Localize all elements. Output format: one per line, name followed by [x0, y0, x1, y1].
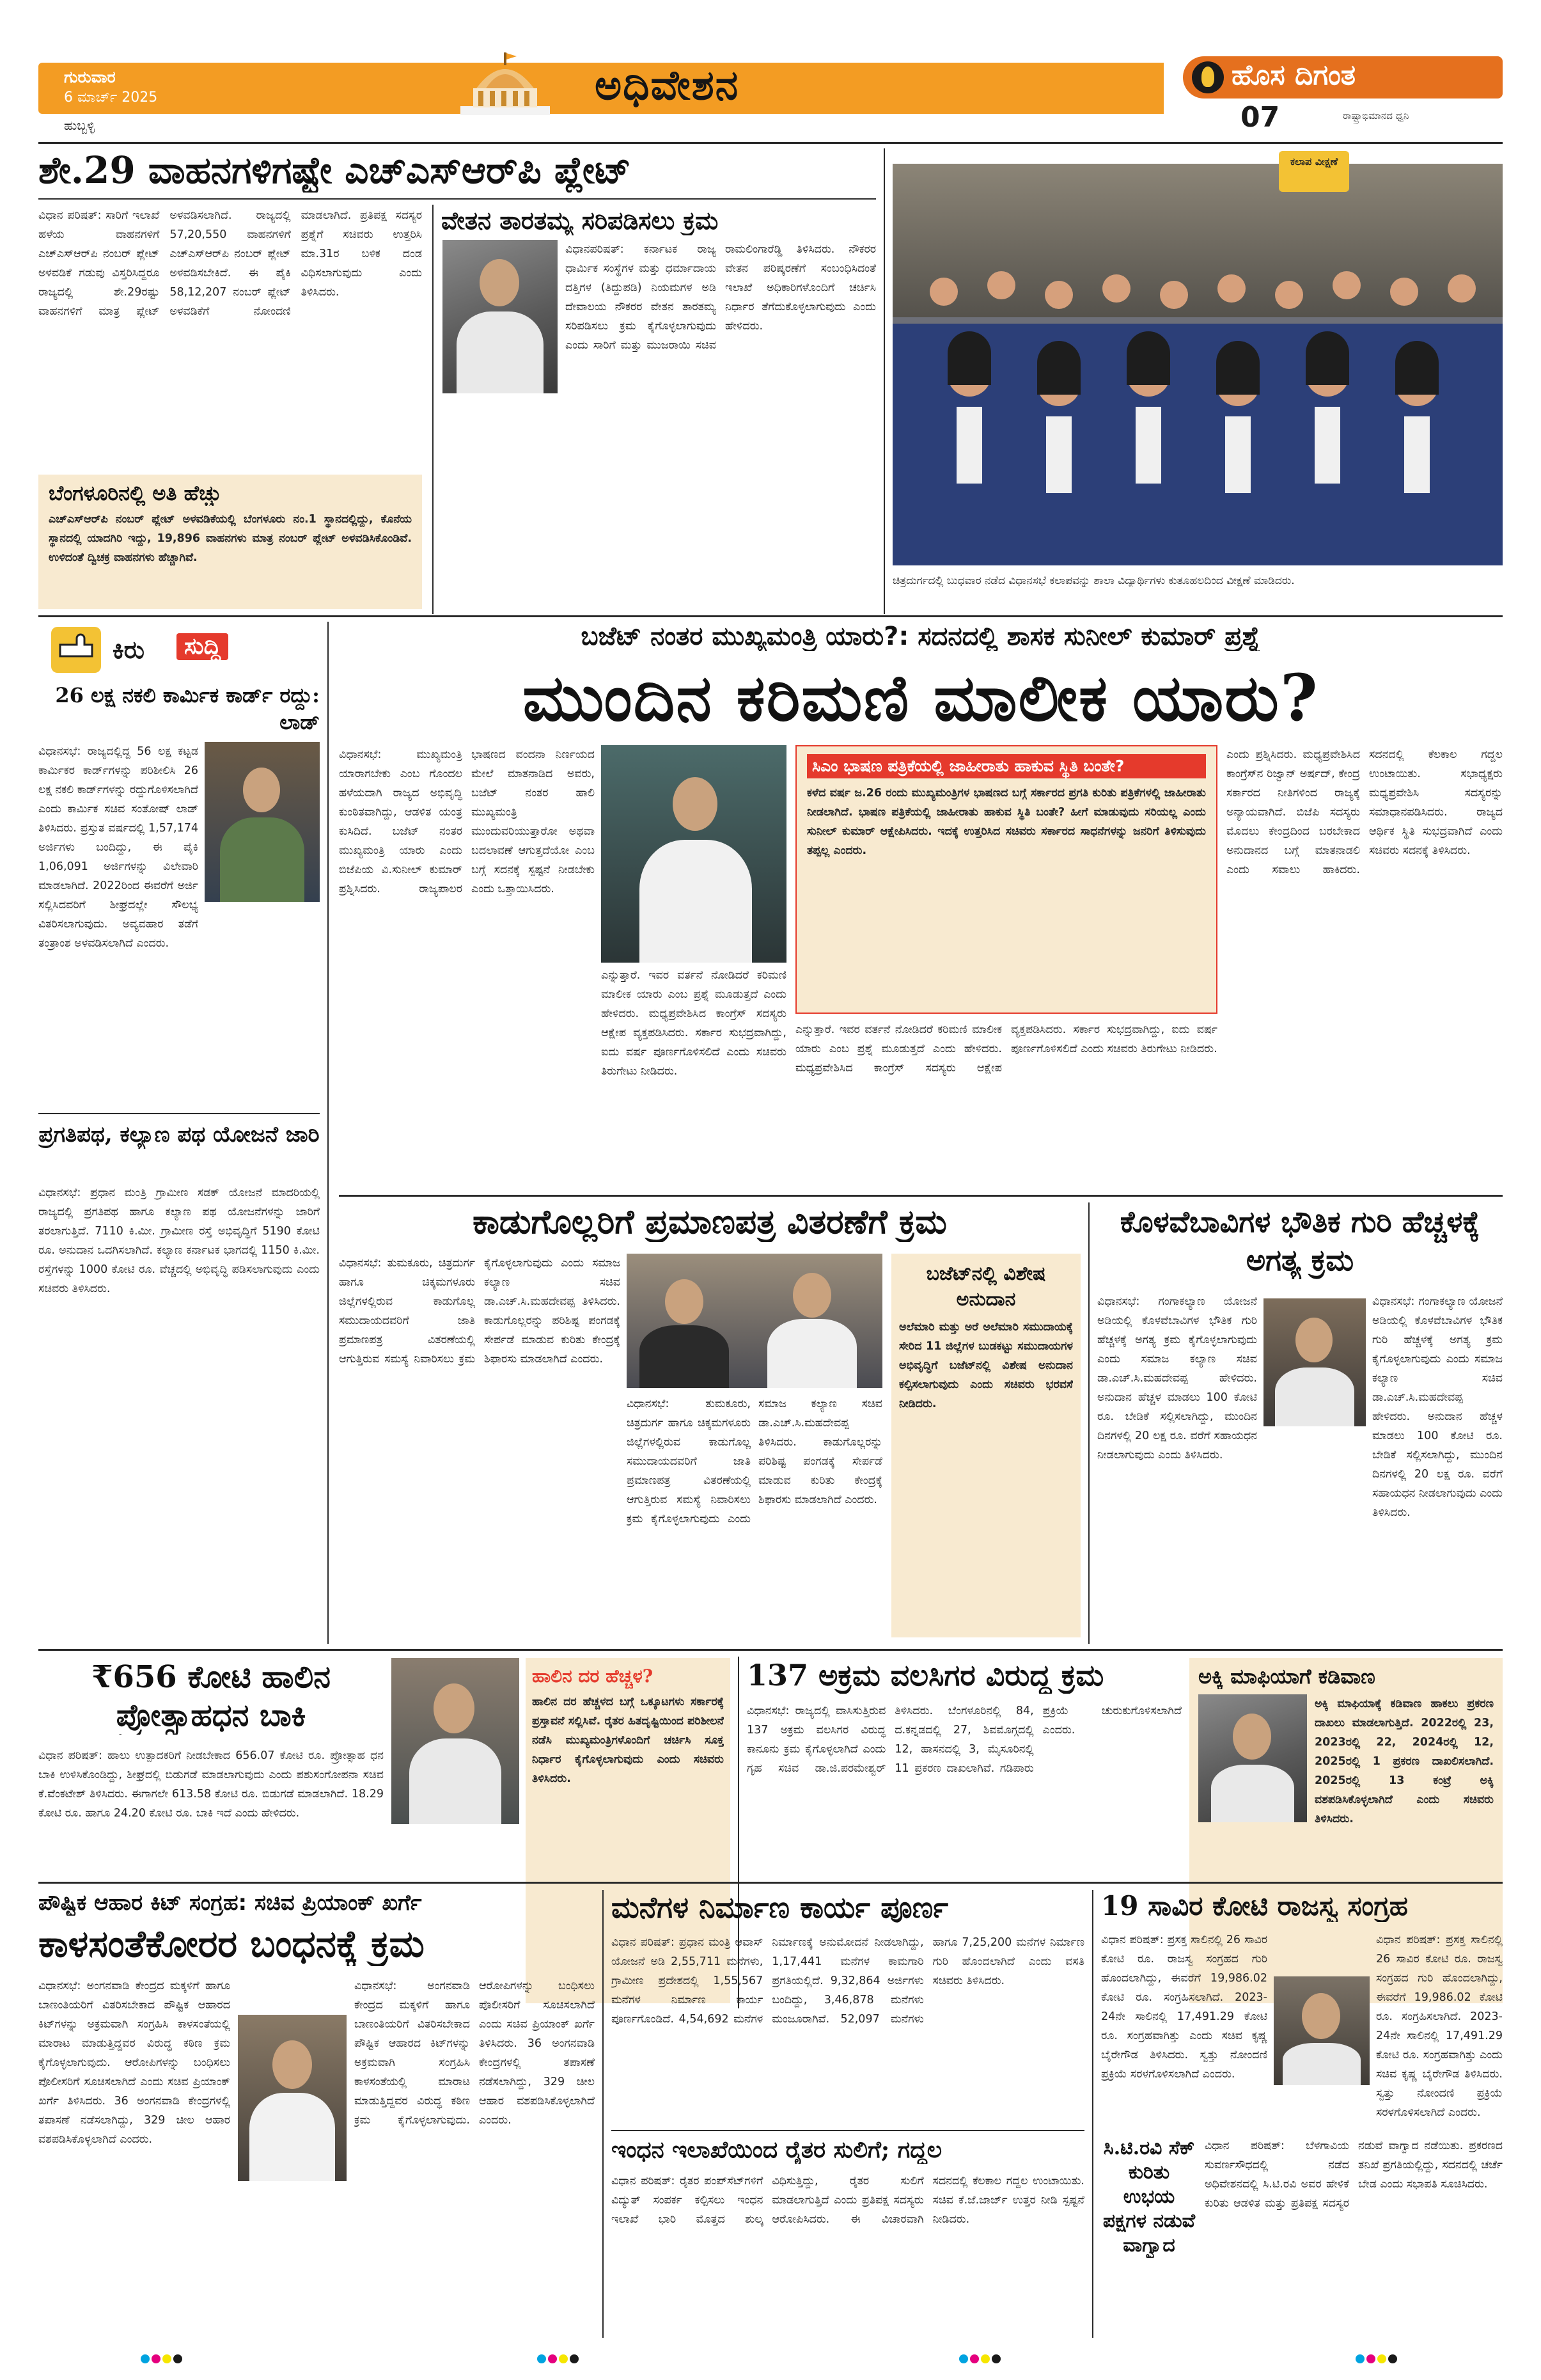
rice-box-title: ಅಕ್ಕಿ ಮಾಫಿಯಾಗೆ ಕಡಿವಾಣ — [1198, 1664, 1375, 1689]
mla-speaking-photo — [601, 745, 786, 963]
kole-body: ವಿಧಾನಸಭೆ: ಗಂಗಾಕಲ್ಯಾಣ ಯೋಜನೆ ಅಡಿಯಲ್ಲಿ ಕೊಳವೆಬಾವಿಗಳ ಭೌತಿಕ ಗುರಿ ಹೆಚ್ಚಳಕ್ಕೆ ಅಗತ್ಯ ಕ್ರಮ ಕೈಗೊಳ್ಳಲಾಗುವುದು ಎಂದು ಸಮಾಜ ಕಲ್ಯಾಣ ಸಚಿವ ಡಾ.ಎಚ್.ಸಿ.ಮಹದೇವಪ್ಪ ಹೇಳಿದರು. ಅನುದಾನ ಹೆಚ್ಚಳ ಮಾಡಲು 100 ಕೋಟಿ ರೂ. ಬೇಡಿಕೆ ಸಲ್ಲಿಸಲಾಗಿದ್ದು, ಮುಂದಿನ ದಿನಗಳಲ್ಲಿ 20 ಲಕ್ಷ ರೂ. ವರೆಗೆ ಸಹಾಯಧನ ನೀಡಲಾಗುವುದು ಎಂದು ತಿಳಿಸಿದರು. — [1097, 1295, 1257, 1462]
revenue-headline: 19 ಸಾವಿರ ಕೋಟಿ ರಾಜಸ್ವ ಸಂಗ್ರಹ — [1101, 1890, 1408, 1921]
header-city: ಹುಬ್ಬಳ್ಳಿ — [64, 118, 95, 133]
lead-sidebar-box — [795, 745, 1217, 1014]
paper-logo — [1183, 56, 1503, 139]
header-date: 6 ಮಾರ್ಚ್ 2025 — [64, 90, 158, 106]
divider — [38, 198, 876, 200]
photo-badge: ಕಲಾಪ ವೀಕ್ಷಣೆ — [1279, 151, 1349, 192]
migrants-headline: 137 ಅಕ್ರಮ ವಲಸಿಗರ ವಿರುದ್ಧ ಕ್ರಮ — [747, 1658, 1104, 1692]
revenue-minister-photo — [1274, 1976, 1370, 2085]
divider — [432, 205, 434, 614]
kole-minister-photo — [1263, 1298, 1366, 1426]
divider — [1088, 1202, 1090, 1644]
divider — [339, 1195, 1503, 1197]
labour-minister-photo — [205, 742, 320, 902]
milk-box-title: ಹಾಲಿನ ದರ ಹೆಚ್ಚಳ? — [532, 1666, 653, 1687]
revenue-body-2: ವಿಧಾನ ಪರಿಷತ್: ಪ್ರಸಕ್ತ ಸಾಲಿನಲ್ಲಿ 26 ಸಾವಿರ ಕೋಟಿ ರೂ. ರಾಜಸ್ವ ಸಂಗ್ರಹದ ಗುರಿ ಹೊಂದಲಾಗಿದ್ದು, ಈವರೆಗೆ 19,986.02 ಕೋಟಿ ರೂ. ಸಂಗ್ರಹಿಸಲಾಗಿದೆ. 2023-24ನೇ ಸಾಲಿನಲ್ಲಿ 17,491.29 ಕೋಟಿ ರೂ. ಸಂಗ್ರಹವಾಗಿತ್ತು ಎಂದು ಸಚಿವ ಕೃಷ್ಣ ಬೈರೇಗೌಡ ತಿಳಿಸಿದರು. ಸ್ವತ್ತು ನೋಂದಣಿ ಪ್ರಕ್ರಿಯೆ ಸರಳಗೊಳಿಸಲಾಗಿದೆ ಎಂದರು. — [1376, 1934, 1503, 2119]
divider — [884, 148, 885, 614]
kole-body-2: ವಿಧಾನಸಭೆ: ಗಂಗಾಕಲ್ಯಾಣ ಯೋಜನೆ ಅಡಿಯಲ್ಲಿ ಕೊಳವೆಬಾವಿಗಳ ಭೌತಿಕ ಗುರಿ ಹೆಚ್ಚಳಕ್ಕೆ ಅಗತ್ಯ ಕ್ರಮ ಕೈಗೊಳ್ಳಲಾಗುವುದು ಎಂದು ಸಮಾಜ ಕಲ್ಯಾಣ ಸಚಿವ ಡಾ.ಎಚ್.ಸಿ.ಮಹದೇವಪ್ಪ ಹೇಳಿದರು. ಅನುದಾನ ಹೆಚ್ಚಳ ಮಾಡಲು 100 ಕೋಟಿ ರೂ. ಬೇಡಿಕೆ ಸಲ್ಲಿಸಲಾಗಿದ್ದು, ಮುಂದಿನ ದಿನಗಳಲ್ಲಿ 20 ಲಕ್ಷ ರೂ. ವರೆಗೆ ಸಹಾಯಧನ ನೀಡಲಾಗುವುದು ಎಂದು ತಿಳಿಸಿದರು. — [1372, 1295, 1503, 1519]
kadu-body: ವಿಧಾನಸಭೆ: ತುಮಕೂರು, ಚಿತ್ರದುರ್ಗ ಹಾಗೂ ಚಿಕ್ಕಮಗಳೂರು ಜಿಲ್ಲೆಗಳಲ್ಲಿರುವ ಕಾಡುಗೊಲ್ಲ ಸಮುದಾಯದವರಿಗೆ ಜಾತಿ ಪ್ರಮಾಣಪತ್ರ ವಿತರಣೆಯಲ್ಲಿ ಆಗುತ್ತಿರುವ ಸಮಸ್ಯೆ ನಿವಾರಿಸಲು ಕ್ರಮ ಕೈಗೊಳ್ಳಲಾಗುವುದು ಎಂದು ಸಮಾಜ ಕಲ್ಯಾಣ ಸಚಿವ ಡಾ.ಎಚ್.ಸಿ.ಮಹದೇವಪ್ಪ ತಿಳಿಸಿದರು. ಕಾಡುಗೊಲ್ಲರನ್ನು ಪರಿಶಿಷ್ಟ ಪಂಗಡಕ್ಕೆ ಸೇರ್ಪಡೆ ಮಾಡುವ ಕುರಿತು ಕೇಂದ್ರಕ್ಕೆ ಶಿಫಾರಸು ಮಾಡಲಾಗಿದೆ ಎಂದರು. — [339, 1257, 620, 1366]
vidhana-soudha-icon — [448, 50, 563, 120]
masthead — [38, 56, 1503, 146]
header-rule — [38, 142, 1503, 144]
lead-body-b: ಎನ್ನುತ್ತಾರೆ. ಇವರ ವರ್ತನೆ ನೋಡಿದರೆ ಕರಿಮಣಿ ಮಾಲೀಕ ಯಾರು ಎಂಬ ಪ್ರಶ್ನೆ ಮೂಡುತ್ತದೆ ಎಂದು ಹೇಳಿದರು. ಮಧ್ಯಪ್ರವೇಶಿಸಿದ ಕಾಂಗ್ರೆಸ್ ಸದಸ್ಯರು ಆಕ್ಷೇಪ ವ್ಯಕ್ತಪಡಿಸಿದರು. ಸರ್ಕಾರ ಸುಭದ್ರವಾಗಿದ್ದು, ಐದು ವರ್ಷ ಪೂರ್ಣಗೊಳಿಸಲಿದೆ ಎಂದು ಸಚಿವರು ತಿರುಗೇಟು ನೀಡಿದರು. — [601, 969, 786, 1078]
divider — [38, 1649, 1503, 1651]
milk-minister-photo — [391, 1658, 519, 1824]
paper-name: ಹೊಸ ದಿಗಂತ — [1232, 59, 1356, 91]
kiru-news1-body: ವಿಧಾನಸಭೆ: ರಾಜ್ಯದಲ್ಲಿದ್ದ 56 ಲಕ್ಷ ಕಟ್ಟಡ ಕಾರ್ಮಿಕರ ಕಾರ್ಡ್‌ಗಳನ್ನು ಪರಿಶೀಲಿಸಿ 26 ಲಕ್ಷ ನಕಲಿ ಕಾರ್ಡ್‌ಗಳನ್ನು ರದ್ದುಗೊಳಿಸಲಾಗಿದೆ ಎಂದು ಕಾರ್ಮಿಕ ಸಚಿವ ಸಂತೋಷ್ ಲಾಡ್ ತಿಳಿಸಿದರು. ಪ್ರಸ್ತುತ ವರ್ಷದಲ್ಲಿ 1,57,174 ಅರ್ಜಿಗಳು ಬಂದಿದ್ದು, ಈ ಪೈಕಿ 1,06,091 ಅರ್ಜಿಗಳನ್ನು ವಿಲೇವಾರಿ ಮಾಡಲಾಗಿದೆ. 2022ರಿಂದ ಈವರೆಗೆ ಅರ್ಜಿ ಸಲ್ಲಿಸಿದವರಿಗೆ ಶೀಘ್ರದಲ್ಲೇ ಸೌಲಭ್ಯ ವಿತರಿಸಲಾಗುವುದು. ಅವ್ಯವಹಾರ ತಡೆಗೆ ತಂತ್ರಾಂಶ ಅಳವಡಿಸಲಾಗಿದೆ ಎಂದರು. — [38, 745, 198, 950]
fuel-headline: ಇಂಧನ ಇಲಾಖೆಯಿಂದ ರೈತರ ಸುಲಿಗೆ; ಗದ್ದಲ — [611, 2136, 943, 2163]
lead-box-body: ಕಳೆದ ವರ್ಷ ಜ.26 ರಂದು ಮುಖ್ಯಮಂತ್ರಿಗಳ ಭಾಷಣದ ಬಗ್ಗೆ ಸರ್ಕಾರದ ಪ್ರಗತಿ ಕುರಿತು ಪತ್ರಿಕೆಗಳಲ್ಲಿ ಜಾಹೀರಾತು ನೀಡಲಾಗಿದೆ. ಭಾಷಣ ಪತ್ರಿಕೆಯಲ್ಲಿ ಜಾಹೀರಾತು ಹಾಕುವ ಸ್ಥಿತಿ ಬಂತೇ? ಹೀಗೆ ಮಾಡುವುದು ಸರಿಯಲ್ಲ ಎಂದು ಸುನೀಲ್ ಕುಮಾರ್ ಆಕ್ಷೇಪಿಸಿದರು. ಇದಕ್ಕೆ ಉತ್ತರಿಸಿದ ಸಚಿವರು ಸರ್ಕಾರದ ಸಾಧನೆಗಳನ್ನು ಜನರಿಗೆ ತಿಳಿಸುವುದು ತಪ್ಪಲ್ಲ ಎಂದರು. — [807, 787, 1206, 857]
header-day: ಗುರುವಾರ — [64, 68, 116, 86]
ct-ravi-body: ವಿಧಾನ ಪರಿಷತ್: ಬೆಳಗಾವಿಯ ಸುವರ್ಣಸೌಧದಲ್ಲಿ ನಡೆದ ಅಧಿವೇಶನದಲ್ಲಿ ಸಿ.ಟಿ.ರವಿ ಅವರ ಹೇಳಿಕೆ ಕುರಿತು ಆಡಳಿತ ಮತ್ತು ಪ್ರತಿಪಕ್ಷ ಸದಸ್ಯರ ನಡುವೆ ವಾಗ್ವಾದ ನಡೆಯಿತು. ಪ್ರಕರಣದ ತನಿಖೆ ಪ್ರಗತಿಯಲ್ಲಿದ್ದು, ಸದನದಲ್ಲಿ ಚರ್ಚೆ ಬೇಡ ಎಂದು ಸಭಾಪತಿ ಸೂಚಿಸಿದರು. — [1205, 2140, 1503, 2210]
registration-marks — [1356, 2354, 1399, 2366]
kadu-headline: ಕಾಡುಗೊಲ್ಲರಿಗೆ ಪ್ರಮಾಣಪತ್ರ ವಿತರಣೆಗೆ ಕ್ರಮ — [473, 1202, 947, 1241]
homes-headline: ಮನೆಗಳ ನಿರ್ಮಾಣ ಕಾರ್ಯ ಪೂರ್ಣ — [611, 1890, 949, 1925]
assembly-ministers-photo — [627, 1254, 882, 1388]
homes-body: ವಿಧಾನ ಪರಿಷತ್: ಪ್ರಧಾನ ಮಂತ್ರಿ ಆವಾಸ್ ಯೋಜನೆ ಅಡಿ 2,55,711 ಮನೆಗಳು, ಗ್ರಾಮೀಣ ಪ್ರದೇಶದಲ್ಲಿ 1,55,567 ಮನೆಗಳ ನಿರ್ಮಾಣ ಕಾರ್ಯ ಪೂರ್ಣಗೊಂಡಿದೆ. 4,54,692 ಮನೆಗಳ ನಿರ್ಮಾಣಕ್ಕೆ ಅನುಮೋದನೆ ನೀಡಲಾಗಿದ್ದು, 1,17,441 ಮನೆಗಳ ಕಾಮಗಾರಿ ಪ್ರಗತಿಯಲ್ಲಿದೆ. 9,32,864 ಅರ್ಜಿಗಳು ಬಂದಿದ್ದು, 3,46,878 ಮನೆಗಳು ಮಂಜೂರಾಗಿವೆ. 52,097 ಮನೆಗಳು ಹಾಗೂ 7,25,200 ಮನೆಗಳ ನಿರ್ಮಾಣ ಗುರಿ ಹೊಂದಲಾಗಿದೆ ಎಂದು ವಸತಿ ಸಚಿವರು ತಿಳಿಸಿದರು. — [611, 1936, 1084, 2026]
revenue-body: ವಿಧಾನ ಪರಿಷತ್: ಪ್ರಸಕ್ತ ಸಾಲಿನಲ್ಲಿ 26 ಸಾವಿರ ಕೋಟಿ ರೂ. ರಾಜಸ್ವ ಸಂಗ್ರಹದ ಗುರಿ ಹೊಂದಲಾಗಿದ್ದು, ಈವರೆಗೆ 19,986.02 ಕೋಟಿ ರೂ. ಸಂಗ್ರಹಿಸಲಾಗಿದೆ. 2023-24ನೇ ಸಾಲಿನಲ್ಲಿ 17,491.29 ಕೋಟಿ ರೂ. ಸಂಗ್ರಹವಾಗಿತ್ತು ಎಂದು ಸಚಿವ ಕೃಷ್ಣ ಬೈರೇಗೌಡ ತಿಳಿಸಿದರು. ಸ್ವತ್ತು ನೋಂದಣಿ ಪ್ರಕ್ರಿಯೆ ಸರಳಗೊಳಿಸಲಾಗಿದೆ ಎಂದರು. — [1101, 1934, 1267, 2081]
story1-box-title: ಬೆಂಗಳೂರಿನಲ್ಲಿ ಅತಿ ಹೆಚ್ಚು — [49, 481, 222, 505]
kole-headline: ಕೊಳವೆಬಾವಿಗಳ ಭೌತಿಕ ಗುರಿ ಹೆಚ್ಚಳಕ್ಕೆ ಅಗತ್ಯ ಕ್ರಮ — [1120, 1204, 1480, 1277]
kiru-news1-headline: 26 ಲಕ್ಷ ನಕಲಿ ಕಾರ್ಮಿಕ ಕಾರ್ಡ್ ರದ್ದು: ಲಾಡ್ — [55, 683, 320, 734]
divider — [327, 622, 329, 1644]
food-body-2: ವಿಧಾನಸಭೆ: ಅಂಗನವಾಡಿ ಕೇಂದ್ರದ ಮಕ್ಕಳಿಗೆ ಹಾಗೂ ಬಾಣಂತಿಯರಿಗೆ ವಿತರಿಸಬೇಕಾದ ಪೌಷ್ಟಿಕ ಆಹಾರದ ಕಿಟ್‌ಗಳನ್ನು ಅಕ್ರಮವಾಗಿ ಸಂಗ್ರಹಿಸಿ ಕಾಳಸಂತೆಯಲ್ಲಿ ಮಾರಾಟ ಮಾಡುತ್ತಿದ್ದವರ ವಿರುದ್ಧ ಕಠಿಣ ಕ್ರಮ ಕೈಗೊಳ್ಳಲಾಗುವುದು. ಆರೋಪಿಗಳನ್ನು ಬಂಧಿಸಲು ಪೊಲೀಸರಿಗೆ ಸೂಚಿಸಲಾಗಿದೆ ಎಂದು ಸಚಿವ ಪ್ರಿಯಾಂಕ್ ಖರ್ಗೆ ತಿಳಿಸಿದರು. 36 ಅಂಗನವಾಡಿ ಕೇಂದ್ರಗಳಲ್ಲಿ ತಪಾಸಣೆ ನಡೆಸಲಾಗಿದ್ದು, 329 ಚೀಲ ಆಹಾರ ವಶಪಡಿಸಿಕೊಳ್ಳಲಾಗಿದೆ ಎಂದರು. — [354, 1980, 595, 2127]
section-title: ಅಧಿವೇಶನ — [595, 61, 740, 109]
food-body: ವಿಧಾನಸಭೆ: ಅಂಗನವಾಡಿ ಕೇಂದ್ರದ ಮಕ್ಕಳಿಗೆ ಹಾಗೂ ಬಾಣಂತಿಯರಿಗೆ ವಿತರಿಸಬೇಕಾದ ಪೌಷ್ಟಿಕ ಆಹಾರದ ಕಿಟ್‌ಗಳನ್ನು ಅಕ್ರಮವಾಗಿ ಸಂಗ್ರಹಿಸಿ ಕಾಳಸಂತೆಯಲ್ಲಿ ಮಾರಾಟ ಮಾಡುತ್ತಿದ್ದವರ ವಿರುದ್ಧ ಕಠಿಣ ಕ್ರಮ ಕೈಗೊಳ್ಳಲಾಗುವುದು. ಆರೋಪಿಗಳನ್ನು ಬಂಧಿಸಲು ಪೊಲೀಸರಿಗೆ ಸೂಚಿಸಲಾಗಿದೆ ಎಂದು ಸಚಿವ ಪ್ರಿಯಾಂಕ್ ಖರ್ಗೆ ತಿಳಿಸಿದರು. 36 ಅಂಗನವಾಡಿ ಕೇಂದ್ರಗಳಲ್ಲಿ ತಪಾಸಣೆ ನಡೆಸಲಾಗಿದ್ದು, 329 ಚೀಲ ಆಹಾರ ವಶಪಡಿಸಿಕೊಳ್ಳಲಾಗಿದೆ ಎಂದರು. — [38, 1980, 230, 2146]
registration-marks — [141, 2354, 184, 2366]
divider — [38, 1882, 1503, 1884]
story1-headline: ಶೇ.29 ವಾಹನಗಳಿಗಷ್ಟೇ ಎಚ್‌ಎಸ್‌ಆರ್‌ಪಿ ಪ್ಲೇಟ್ — [38, 148, 631, 192]
lead-body-c-lower: ಎನ್ನುತ್ತಾರೆ. ಇವರ ವರ್ತನೆ ನೋಡಿದರೆ ಕರಿಮಣಿ ಮಾಲೀಕ ಯಾರು ಎಂಬ ಪ್ರಶ್ನೆ ಮೂಡುತ್ತದೆ ಎಂದು ಹೇಳಿದರು. ಮಧ್ಯಪ್ರವೇಶಿಸಿದ ಕಾಂಗ್ರೆಸ್ ಸದಸ್ಯರು ಆಕ್ಷೇಪ ವ್ಯಕ್ತಪಡಿಸಿದರು. ಸರ್ಕಾರ ಸುಭದ್ರವಾಗಿದ್ದು, ಐದು ವರ್ಷ ಪೂರ್ಣಗೊಳಿಸಲಿದೆ ಎಂದು ಸಚಿವರು ತಿರುಗೇಟು ನೀಡಿದರು. — [795, 1023, 1217, 1075]
kiru-suddi-label — [51, 627, 320, 673]
assembly-visit-photo — [893, 164, 1503, 565]
story1-box-body: ಎಚ್‌ಎಸ್‌ಆರ್‌ಪಿ ನಂಬರ್ ಪ್ಲೇಟ್ ಅಳವಡಿಕೆಯಲ್ಲಿ ಬೆಂಗಳೂರು ನಂ.1 ಸ್ಥಾನದಲ್ಲಿದ್ದು, ಕೊನೆಯ ಸ್ಥಾನದಲ್ಲಿ ಯಾದಗಿರಿ ಇದ್ದು, 19,896 ವಾಹನಗಳು ಮಾತ್ರ ನಂಬರ್ ಪ್ಲೇಟ್ ಅಳವಡಿಸಿಕೊಂಡಿವೆ. ಉಳಿದಂತೆ ದ್ವಿಚಕ್ರ ವಾಹನಗಳು ಹೆಚ್ಚಾಗಿವೆ. — [49, 513, 412, 564]
kadu-sidebar-box — [891, 1254, 1081, 1637]
story1-body: ವಿಧಾನ ಪರಿಷತ್: ಸಾರಿಗೆ ಇಲಾಖೆ ಹಳೆಯ ವಾಹನಗಳಿಗೆ ಎಚ್‌ಎಸ್‌ಆರ್‌ಪಿ ನಂಬರ್ ಪ್ಲೇಟ್ ಅಳವಡಿಕೆ ಗಡುವು ವಿಸ್ತರಿಸಿದ್ದರೂ ರಾಜ್ಯದಲ್ಲಿ ಶೇ.29ರಷ್ಟು ವಾಹನಗಳಿಗೆ ಮಾತ್ರ ಪ್ಲೇಟ್ ಅಳವಡಿಸಲಾಗಿದೆ. ರಾಜ್ಯದಲ್ಲಿ 57,20,550 ವಾಹನಗಳಿಗೆ ಎಚ್‌ಎಸ್‌ಆರ್‌ಪಿ ನಂಬರ್ ಪ್ಲೇಟ್ ಅಳವಡಿಸಬೇಕಿದೆ. ಈ ಪೈಕಿ 58,12,207 ನಂಬರ್ ಪ್ಲೇಟ್ ಅಳವಡಿಕೆಗೆ ನೋಂದಣಿ ಮಾಡಲಾಗಿದೆ. ಪ್ರತಿಪಕ್ಷ ಸದಸ್ಯರ ಪ್ರಶ್ನೆಗೆ ಸಚಿವರು ಉತ್ತರಿಸಿ ಮಾ.31ರ ಬಳಿಕ ದಂಡ ವಿಧಿಸಲಾಗುವುದು ಎಂದು ತಿಳಿಸಿದರು. — [38, 209, 422, 318]
kiru-label-b: ಸುದ್ದಿ — [176, 633, 228, 660]
ct-ravi-headline: ಸಿ.ಟಿ.ರವಿ ಸೆಕ್ ಕುರಿತು ಉಭಯ ಪಕ್ಷಗಳ ನಡುವೆ ವಾಗ್ವಾದ — [1102, 2137, 1196, 2257]
kadu-box-title: ಬಜೆಟ್‌ನಲ್ಲಿ ವಿಶೇಷ ಅನುದಾನ — [926, 1263, 1046, 1311]
fuel-body: ವಿಧಾನ ಪರಿಷತ್: ರೈತರ ಪಂಪ್‌ಸೆಟ್‌ಗಳಿಗೆ ವಿದ್ಯುತ್ ಸಂಪರ್ಕ ಕಲ್ಪಿಸಲು ಇಂಧನ ಇಲಾಖೆ ಭಾರಿ ಮೊತ್ತದ ಶುಲ್ಕ ವಿಧಿಸುತ್ತಿದ್ದು, ರೈತರ ಸುಲಿಗೆ ಮಾಡಲಾಗುತ್ತಿದೆ ಎಂದು ಪ್ರತಿಪಕ್ಷ ಸದಸ್ಯರು ಆರೋಪಿಸಿದರು. ಈ ವಿಚಾರವಾಗಿ ಸದನದಲ್ಲಿ ಕೆಲಕಾಲ ಗದ್ದಲ ಉಂಟಾಯಿತು. ಸಚಿವ ಕೆ.ಜೆ.ಜಾರ್ಜ್ ಉತ್ತರ ನೀಡಿ ಸ್ಪಷ್ಟನೆ ನೀಡಿದರು. — [611, 2175, 1084, 2226]
divider — [611, 2130, 1084, 2131]
kadu-body-2: ವಿಧಾನಸಭೆ: ತುಮಕೂರು, ಚಿತ್ರದುರ್ಗ ಹಾಗೂ ಚಿಕ್ಕಮಗಳೂರು ಜಿಲ್ಲೆಗಳಲ್ಲಿರುವ ಕಾಡುಗೊಲ್ಲ ಸಮುದಾಯದವರಿಗೆ ಜಾತಿ ಪ್ರಮಾಣಪತ್ರ ವಿತರಣೆಯಲ್ಲಿ ಆಗುತ್ತಿರುವ ಸಮಸ್ಯೆ ನಿವಾರಿಸಲು ಕ್ರಮ ಕೈಗೊಳ್ಳಲಾಗುವುದು ಎಂದು ಸಮಾಜ ಕಲ್ಯಾಣ ಸಚಿವ ಡಾ.ಎಚ್.ಸಿ.ಮಹದೇವಪ್ಪ ತಿಳಿಸಿದರು. ಕಾಡುಗೊಲ್ಲರನ್ನು ಪರಿಶಿಷ್ಟ ಪಂಗಡಕ್ಕೆ ಸೇರ್ಪಡೆ ಮಾಡುವ ಕುರಿತು ಕೇಂದ್ರಕ್ಕೆ ಶಿಫಾರಸು ಮಾಡಲಾಗಿದೆ ಎಂದರು. — [627, 1398, 882, 1525]
story2-body: ವಿಧಾನಪರಿಷತ್: ಕರ್ನಾಟಕ ರಾಜ್ಯ ಧಾರ್ಮಿಕ ಸಂಸ್ಥೆಗಳ ಮತ್ತು ಧರ್ಮಾದಾಯ ದತ್ತಿಗಳ (ತಿದ್ದುಪಡಿ) ನಿಯಮಗಳ ಅಡಿ ದೇವಾಲಯ ನೌಕರರ ವೇತನ ತಾರತಮ್ಯ ಸರಿಪಡಿಸಲು ಕ್ರಮ ಕೈಗೊಳ್ಳಲಾಗುವುದು ಎಂದು ಸಾರಿಗೆ ಮತ್ತು ಮುಜರಾಯಿ ಸಚಿವ ರಾಮಲಿಂಗಾರೆಡ್ಡಿ ತಿಳಿಸಿದರು. ನೌಕರರ ವೇತನ ಪರಿಷ್ಕರಣೆಗೆ ಸಂಬಂಧಿಸಿದಂತೆ ಇಲಾಖೆ ಅಧಿಕಾರಿಗಳೊಂದಿಗೆ ಚರ್ಚಿಸಿ ನಿರ್ಧಾರ ತೆಗೆದುಕೊಳ್ಳಲಾಗುವುದು ಎಂದು ಹೇಳಿದರು. — [565, 243, 876, 352]
divider — [38, 1113, 320, 1114]
milk-headline: ₹656 ಕೋಟಿ ಹಾಲಿನ ಪ್ರೋತ್ಸಾಹಧನ ಬಾಕಿ — [91, 1659, 331, 1733]
migrants-body: ವಿಧಾನಸಭೆ: ರಾಜ್ಯದಲ್ಲಿ ವಾಸಿಸುತ್ತಿರುವ 137 ಅಕ್ರಮ ವಲಸಿಗರ ವಿರುದ್ಧ ಕಾನೂನು ಕ್ರಮ ಕೈಗೊಳ್ಳಲಾಗಿದೆ ಎಂದು ಗೃಹ ಸಚಿವ ಡಾ.ಜಿ.ಪರಮೇಶ್ವರ್ ತಿಳಿಸಿದರು. ಬೆಂಗಳೂರಿನಲ್ಲಿ 84, ದ.ಕನ್ನಡದಲ್ಲಿ 27, ಶಿವಮೊಗ್ಗದಲ್ಲಿ 12, ಹಾಸನದಲ್ಲಿ 3, ಮೈಸೂರಿನಲ್ಲಿ 11 ಪ್ರಕರಣ ದಾಖಲಾಗಿವೆ. ಗಡಿಪಾರು ಪ್ರಕ್ರಿಯೆ ಚುರುಕುಗೊಳಿಸಲಾಗಿದೆ ಎಂದರು. — [747, 1705, 1182, 1775]
page-number: 07 — [1240, 101, 1280, 134]
lead-kicker: ಬಜೆಟ್ ನಂತರ ಮುಖ್ಯಮಂತ್ರಿ ಯಾರು?: ಸದನದಲ್ಲಿ ಶಾಸಕ ಸುನೀಲ್ ಕುಮಾರ್ ಪ್ರಶ್ನೆ — [581, 622, 1261, 651]
lead-body-a: ವಿಧಾನಸಭೆ: ಮುಖ್ಯಮಂತ್ರಿ ಯಾರಾಗಬೇಕು ಎಂಬ ಗೊಂದಲ ಹಳೆಯದಾಗಿ ರಾಜ್ಯದ ಅಭಿವೃದ್ಧಿ ಕುಂಠಿತವಾಗಿದ್ದು, ಆಡಳಿತ ಯಂತ್ರ ಕುಸಿದಿದೆ. ಬಜೆಟ್ ನಂತರ ಮುಖ್ಯಮಂತ್ರಿ ಯಾರು ಎಂದು ಬಿಜೆಪಿಯ ವಿ.ಸುನೀಲ್ ಕುಮಾರ್ ಪ್ರಶ್ನಿಸಿದರು. ರಾಜ್ಯಪಾಲರ ಭಾಷಣದ ವಂದನಾ ನಿರ್ಣಯದ ಮೇಲೆ ಮಾತನಾಡಿದ ಅವರು, ಬಜೆಟ್ ನಂತರ ಹಾಲಿ ಮುಖ್ಯಮಂತ್ರಿ ಮುಂದುವರಿಯುತ್ತಾರೋ ಅಥವಾ ಬದಲಾವಣೆ ಆಗುತ್ತದೆಯೋ ಎಂಬ ಬಗ್ಗೆ ಸದನಕ್ಕೆ ಸ್ಪಷ್ಟನೆ ನೀಡಬೇಕು ಎಂದು ಒತ್ತಾಯಿಸಿದರು. — [339, 748, 595, 895]
lead-box-title: ಸಿಎಂ ಭಾಷಣ ಪತ್ರಿಕೆಯಲ್ಲಿ ಜಾಹೀರಾತು ಹಾಕುವ ಸ್ಥಿತಿ ಬಂತೇ? — [807, 754, 1206, 778]
divider — [602, 1890, 604, 2338]
milk-body: ವಿಧಾನ ಪರಿಷತ್: ಹಾಲು ಉತ್ಪಾದಕರಿಗೆ ನೀಡಬೇಕಾದ 656.07 ಕೋಟಿ ರೂ. ಪ್ರೋತ್ಸಾಹ ಧನ ಬಾಕಿ ಉಳಿಸಿಕೊಂಡಿದ್ದು, ಶೀಘ್ರದಲ್ಲಿ ಬಿಡುಗಡೆ ಮಾಡಲಾಗುವುದು ಎಂದು ಪಶುಸಂಗೋಪನಾ ಸಚಿವ ಕೆ.ವೆಂಕಟೇಶ್ ತಿಳಿಸಿದರು. ಈಗಾಗಲೇ 613.58 ಕೋಟಿ ರೂ. ಬಿಡುಗಡೆ ಮಾಡಲಾಗಿದೆ. 18.29 ಕೋಟಿ ರೂ. ಹಾಗೂ 24.20 ಕೋಟಿ ರೂ. ಬಾಕಿ ಇದೆ ಎಂದು ಹೇಳಿದರು. — [38, 1749, 384, 1820]
divider — [1092, 1890, 1093, 2338]
kiru-news2-headline: ಪ್ರಗತಿಪಥ, ಕಲ್ಯಾಣ ಪಥ ಯೋಜನೆ ಜಾರಿ — [38, 1122, 320, 1147]
divider — [38, 615, 1503, 617]
lead-headline: ಮುಂದಿನ ಕರಿಮಣಿ ಮಾಲೀಕ ಯಾರು? — [522, 660, 1319, 736]
story1-box — [38, 475, 422, 609]
kadu-box-body: ಅಲೆಮಾರಿ ಮತ್ತು ಅರೆ ಅಲೆಮಾರಿ ಸಮುದಾಯಕ್ಕೆ ಸೇರಿದ 11 ಜಿಲ್ಲೆಗಳ ಬುಡಕಟ್ಟು ಸಮುದಾಯಗಳ ಅಭಿವೃದ್ಧಿಗೆ ಬಜೆಟ್‌ನಲ್ಲಿ ವಿಶೇಷ ಅನುದಾನ ಕಲ್ಪಿಸಲಾಗುವುದು ಎಂದು ಸಚಿವರು ಭರವಸೆ ನೀಡಿದರು. — [899, 1321, 1073, 1410]
registration-marks — [959, 2354, 1003, 2366]
registration-marks — [537, 2354, 581, 2366]
kiru-news2-body: ವಿಧಾನಸಭೆ: ಪ್ರಧಾನ ಮಂತ್ರಿ ಗ್ರಾಮೀಣ ಸಡಕ್ ಯೋಜನೆ ಮಾದರಿಯಲ್ಲಿ ರಾಜ್ಯದಲ್ಲಿ ಪ್ರಗತಿಪಥ ಹಾಗೂ ಕಲ್ಯಾಣ ಪಥ ಯೋಜನೆಗಳನ್ನು ಜಾರಿಗೆ ತರಲಾಗುತ್ತಿದೆ. 7110 ಕಿ.ಮೀ. ಗ್ರಾಮೀಣ ರಸ್ತೆ ಅಭಿವೃದ್ಧಿಗೆ 5190 ಕೋಟಿ ರೂ. ಅನುದಾನ ಒದಗಿಸಲಾಗಿದೆ. ಕಲ್ಯಾಣ ಕರ್ನಾಟಕ ಭಾಗದಲ್ಲಿ 1150 ಕಿ.ಮೀ. ರಸ್ತೆಗಳನ್ನು 1000 ಕೋಟಿ ರೂ. ವೆಚ್ಚದಲ್ಲಿ ಅಭಿವೃದ್ಧಿ ಪಡಿಸಲಾಗುವುದು ಎಂದು ಸಚಿವರು ತಿಳಿಸಿದರು. — [38, 1186, 320, 1295]
milk-box-body: ಹಾಲಿನ ದರ ಹೆಚ್ಚಳದ ಬಗ್ಗೆ ಒಕ್ಕೂಟಗಳು ಸರ್ಕಾರಕ್ಕೆ ಪ್ರಸ್ತಾವನೆ ಸಲ್ಲಿಸಿವೆ. ರೈತರ ಹಿತದೃಷ್ಟಿಯಿಂದ ಪರಿಶೀಲನೆ ನಡೆಸಿ ಮುಖ್ಯಮಂತ್ರಿಗಳೊಂದಿಗೆ ಚರ್ಚಿಸಿ ಸೂಕ್ತ ನಿರ್ಧಾರ ಕೈಗೊಳ್ಳಲಾಗುವುದು ಎಂದು ಸಚಿವರು ತಿಳಿಸಿದರು. — [532, 1696, 724, 1785]
paper-tagline: ರಾಷ್ಟ್ರಾಭಿಮಾನದ ಧ್ವನಿ — [1343, 110, 1409, 122]
food-minister-photo — [1198, 1694, 1307, 1822]
kiru-label-a: ಕಿರು — [113, 636, 145, 664]
food-kicker: ಪೌಷ್ಟಿಕ ಆಹಾರ ಕಿಟ್ ಸಂಗ್ರಹ: ಸಚಿವ ಪ್ರಿಯಾಂಕ್ ಖರ್ಗೆ — [38, 1890, 422, 1916]
flame-logo-icon — [1192, 61, 1224, 93]
main-photo-caption: ಚಿತ್ರದುರ್ಗದಲ್ಲಿ ಬುಧವಾರ ನಡೆದ ವಿಧಾನಸಭೆ ಕಲಾಪವನ್ನು ಶಾಲಾ ವಿದ್ಯಾರ್ಥಿಗಳು ಕುತೂಹಲದಿಂದ ವೀಕ್ಷಣೆ ಮಾಡಿದರು. — [893, 574, 1295, 587]
priyank-kharge-photo — [238, 2015, 347, 2181]
food-headline: ಕಾಳಸಂತೆಕೋರರ ಬಂಧನಕ್ಕೆ ಕ್ರಮ — [38, 1922, 425, 1966]
rice-box-body: ಅಕ್ಕಿ ಮಾಫಿಯಾಕ್ಕೆ ಕಡಿವಾಣ ಹಾಕಲು ಪ್ರಕರಣ ದಾಖಲು ಮಾಡಲಾಗುತ್ತಿದೆ. 2022ರಲ್ಲಿ 23, 2023ರಲ್ಲಿ 22, 2024ರಲ್ಲಿ 12, 2025ರಲ್ಲಿ 1 ಪ್ರಕರಣ ದಾಖಲಿಸಲಾಗಿದೆ. 2025ರಲ್ಲಿ 13 ಕಂಟ್ರೆ ಅಕ್ಕಿ ವಶಪಡಿಸಿಕೊಳ್ಳಲಾಗಿದೆ ಎಂದು ಸಚಿವರು ತಿಳಿಸಿದರು. — [1315, 1698, 1494, 1825]
lead-body-c: ಎಂದು ಪ್ರಶ್ನಿಸಿದರು. ಮಧ್ಯಪ್ರವೇಶಿಸಿದ ಕಾಂಗ್ರೆಸ್‌ನ ರಿಜ್ವಾನ್ ಅರ್ಷದ್, ಕೇಂದ್ರ ಸರ್ಕಾರದ ನೀತಿಗಳಿಂದ ರಾಜ್ಯಕ್ಕೆ ಅನ್ಯಾಯವಾಗಿದೆ. ಬಿಜೆಪಿ ಸದಸ್ಯರು ಮೊದಲು ಕೇಂದ್ರದಿಂದ ಬರಬೇಕಾದ ಅನುದಾನದ ಬಗ್ಗೆ ಮಾತನಾಡಲಿ ಎಂದು ಸವಾಲು ಹಾಕಿದರು. ಸದನದಲ್ಲಿ ಕೆಲಕಾಲ ಗದ್ದಲ ಉಂಟಾಯಿತು. ಸಭಾಧ್ಯಕ್ಷರು ಮಧ್ಯಪ್ರವೇಶಿಸಿ ಸದಸ್ಯರನ್ನು ಸಮಾಧಾನಪಡಿಸಿದರು. ರಾಜ್ಯದ ಆರ್ಥಿಕ ಸ್ಥಿತಿ ಸುಭದ್ರವಾಗಿದೆ ಎಂದು ಸಚಿವರು ಸದನಕ್ಕೆ ತಿಳಿಸಿದರು. — [1226, 748, 1503, 876]
hand-pointing-icon — [51, 627, 101, 673]
story2-headline: ವೇತನ ತಾರತಮ್ಯ ಸರಿಪಡಿಸಲು ಕ್ರಮ — [441, 206, 719, 235]
minister-photo — [442, 240, 558, 393]
